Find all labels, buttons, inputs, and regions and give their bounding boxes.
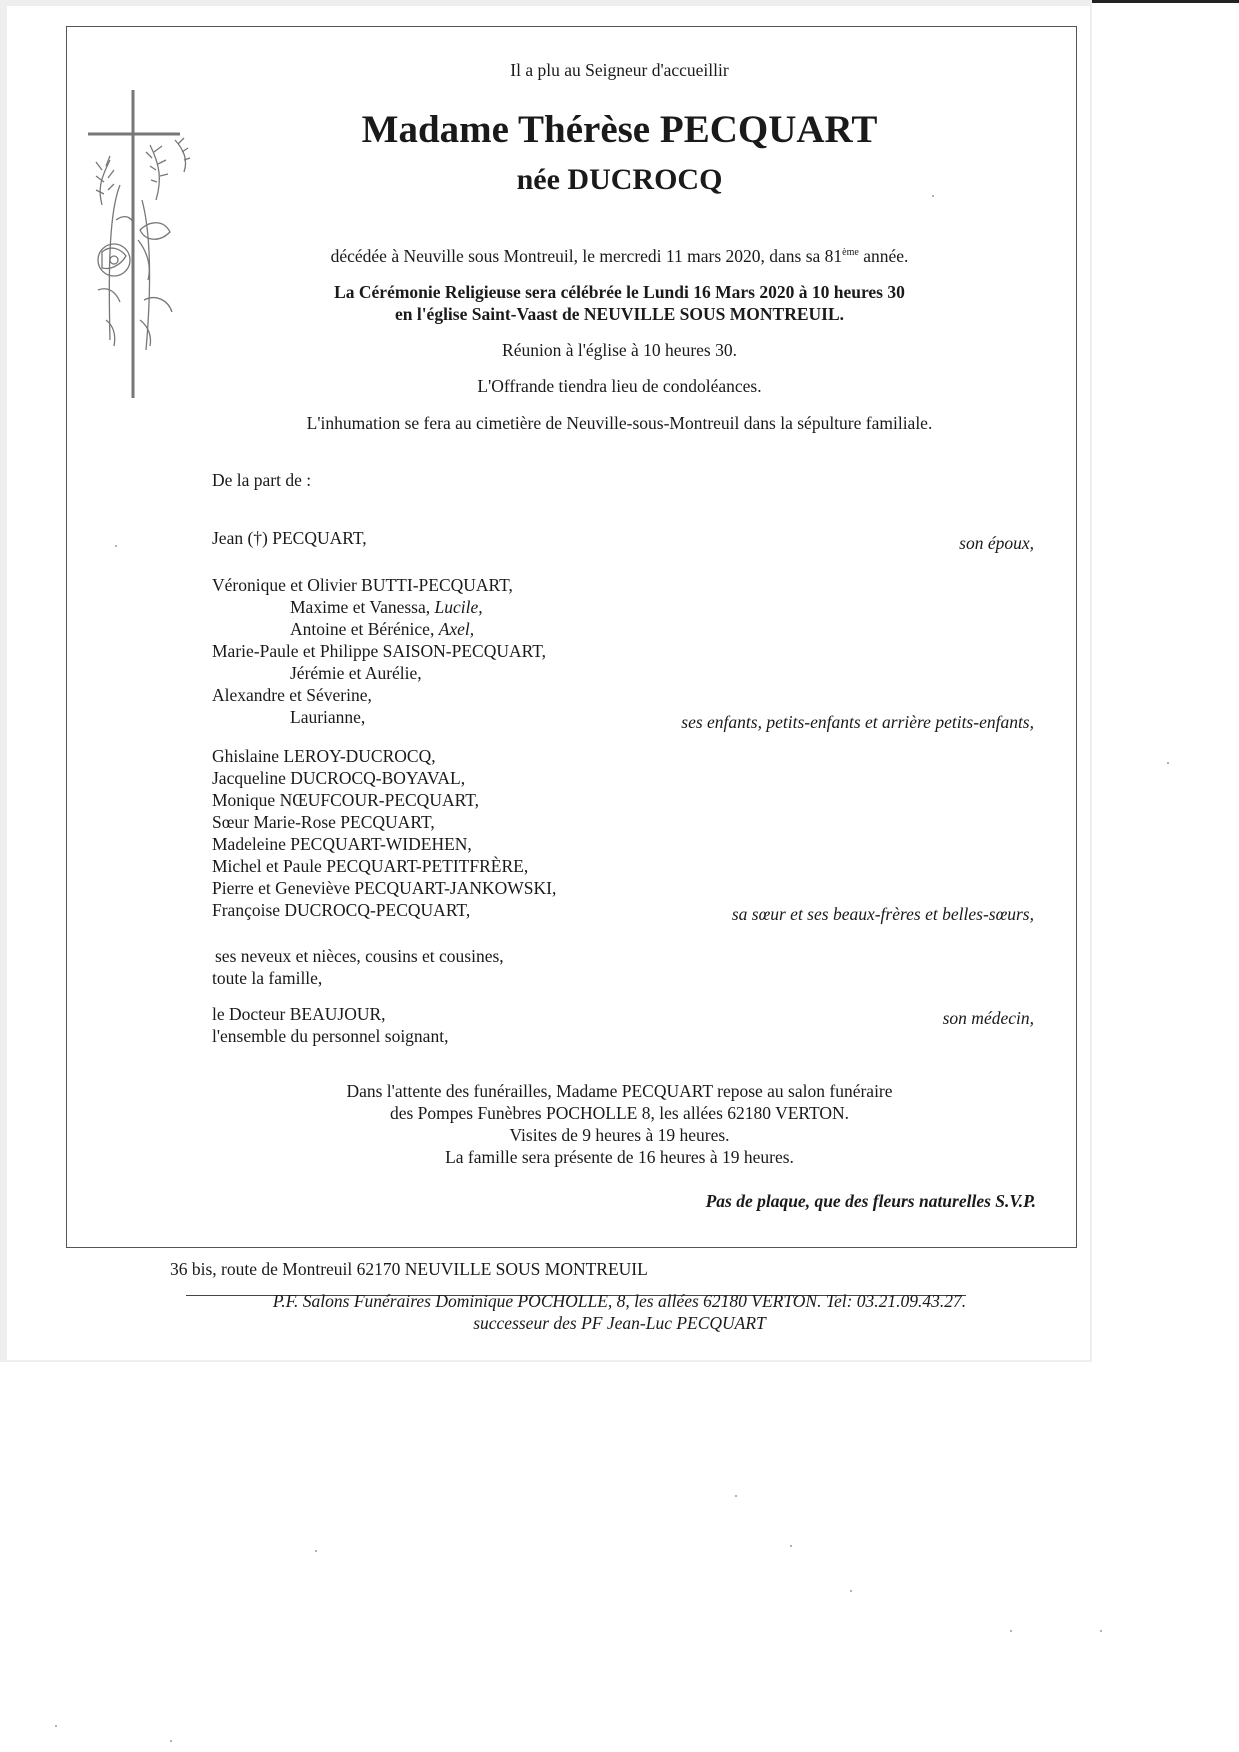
- family-name-part: Maxime et Vanessa,: [290, 597, 435, 617]
- doctor-name: le Docteur BEAUJOUR,: [212, 1004, 386, 1024]
- funeral-home-successor: successeur des PF Jean-Luc PECQUART: [473, 1313, 766, 1333]
- ordinal-suffix: ème: [842, 247, 859, 258]
- scan-speck: [170, 1740, 172, 1742]
- viewing-line-1: Dans l'attente des funérailles, Madame PECQUART repose au salon funéraire: [346, 1081, 893, 1101]
- scan-speck: [735, 1495, 737, 1497]
- scan-speck: [850, 1590, 852, 1592]
- family-name: Ghislaine LEROY-DUCROCQ,: [212, 746, 436, 766]
- scan-speck: [790, 1545, 792, 1547]
- family-name: Madeleine PECQUART-WIDEHEN,: [212, 834, 472, 854]
- page-frame: [66, 26, 1077, 1248]
- scan-edge-line: [1092, 0, 1239, 3]
- scan-speck: [932, 195, 934, 197]
- ceremony-line-2: en l'église Saint-Vaast de NEUVILLE SOUS MONTREUIL.: [394, 304, 845, 324]
- husband-name: Jean (†) PECQUART,: [212, 528, 367, 548]
- meeting-info: Réunion à l'église à 10 heures 30.: [502, 340, 737, 360]
- scan-speck: [115, 545, 117, 547]
- family-name: Monique NŒUFCOUR-PECQUART,: [212, 790, 479, 810]
- family-name: [290, 597, 483, 617]
- family-name-part: Antoine et Bérénice,: [290, 619, 439, 639]
- children-relation: ses enfants, petits-enfants et arrière petits-enfants,: [681, 712, 1034, 732]
- family-name: Jérémie et Aurélie,: [290, 663, 422, 683]
- family-name: [290, 619, 474, 639]
- scan-speck: [55, 1725, 57, 1727]
- funeral-home-info: P.F. Salons Funéraires Dominique POCHOLLE, 8, les allées 62180 VERTON. Tel: 03.21.09.43.27.: [272, 1291, 967, 1311]
- deceased-name: Madame Thérèse PECQUART: [361, 108, 878, 151]
- scan-speck: [1100, 1630, 1102, 1632]
- family-name: Françoise DUCROCQ-PECQUART,: [212, 900, 471, 920]
- family-name: Alexandre et Séverine,: [212, 685, 372, 705]
- great-grandchild-name: Axel,: [438, 619, 475, 639]
- family-name: Laurianne,: [290, 707, 366, 727]
- viewing-line-4: La famille sera présente de 16 heures à 19 heures.: [445, 1147, 794, 1167]
- burial-info: L'inhumation se fera au cimetière de Neuville-sous-Montreuil dans la sépulture familiale.: [306, 413, 933, 433]
- siblings-relation: sa sœur et ses beaux-frères et belles-sœurs,: [731, 904, 1034, 924]
- death-statement-end: année.: [858, 246, 909, 266]
- viewing-line-3: Visites de 9 heures à 19 heures.: [509, 1125, 730, 1145]
- family-name: Sœur Marie-Rose PECQUART,: [212, 812, 435, 832]
- family-name: Marie-Paule et Philippe SAISON-PECQUART,: [212, 641, 547, 661]
- family-name: Jacqueline DUCROCQ-BOYAVAL,: [212, 768, 466, 788]
- husband-relation: son époux,: [959, 533, 1034, 553]
- care-staff: l'ensemble du personnel soignant,: [212, 1026, 449, 1046]
- family-intro: De la part de :: [212, 470, 312, 490]
- family-name: Michel et Paule PECQUART-PETITFRÈRE,: [212, 856, 529, 876]
- death-statement-text: décédée à Neuville sous Montreuil, le mercredi 11 mars 2020, dans sa 81: [330, 246, 843, 266]
- extended-family: toute la famille,: [212, 968, 323, 988]
- scan-speck: [1010, 1630, 1012, 1632]
- family-name: Pierre et Geneviève PECQUART-JANKOWSKI,: [212, 878, 557, 898]
- great-grandchild-name: Lucile,: [434, 597, 483, 617]
- viewing-line-2: des Pompes Funèbres POCHOLLE 8, les allées 62180 VERTON.: [389, 1103, 850, 1123]
- scan-speck: [315, 1550, 317, 1552]
- ceremony-line-1: La Cérémonie Religieuse sera célébrée le Lundi 16 Mars 2020 à 10 heures 30: [334, 282, 905, 302]
- extended-family: ses neveux et nièces, cousins et cousines,: [215, 946, 504, 966]
- intro-text: Il a plu au Seigneur d'accueillir: [510, 60, 729, 80]
- doctor-relation: son médecin,: [942, 1008, 1034, 1028]
- family-name: Véronique et Olivier BUTTI-PECQUART,: [212, 575, 513, 595]
- maiden-name: née DUCROCQ: [516, 163, 723, 196]
- flowers-note: Pas de plaque, que des fleurs naturelles S.V.P.: [705, 1191, 1036, 1211]
- scan-speck: [1167, 762, 1169, 764]
- family-address: 36 bis, route de Montreuil 62170 NEUVILLE SOUS MONTREUIL: [170, 1259, 648, 1279]
- death-statement: [0, 246, 1239, 266]
- offering-info: L'Offrande tiendra lieu de condoléances.: [477, 376, 762, 396]
